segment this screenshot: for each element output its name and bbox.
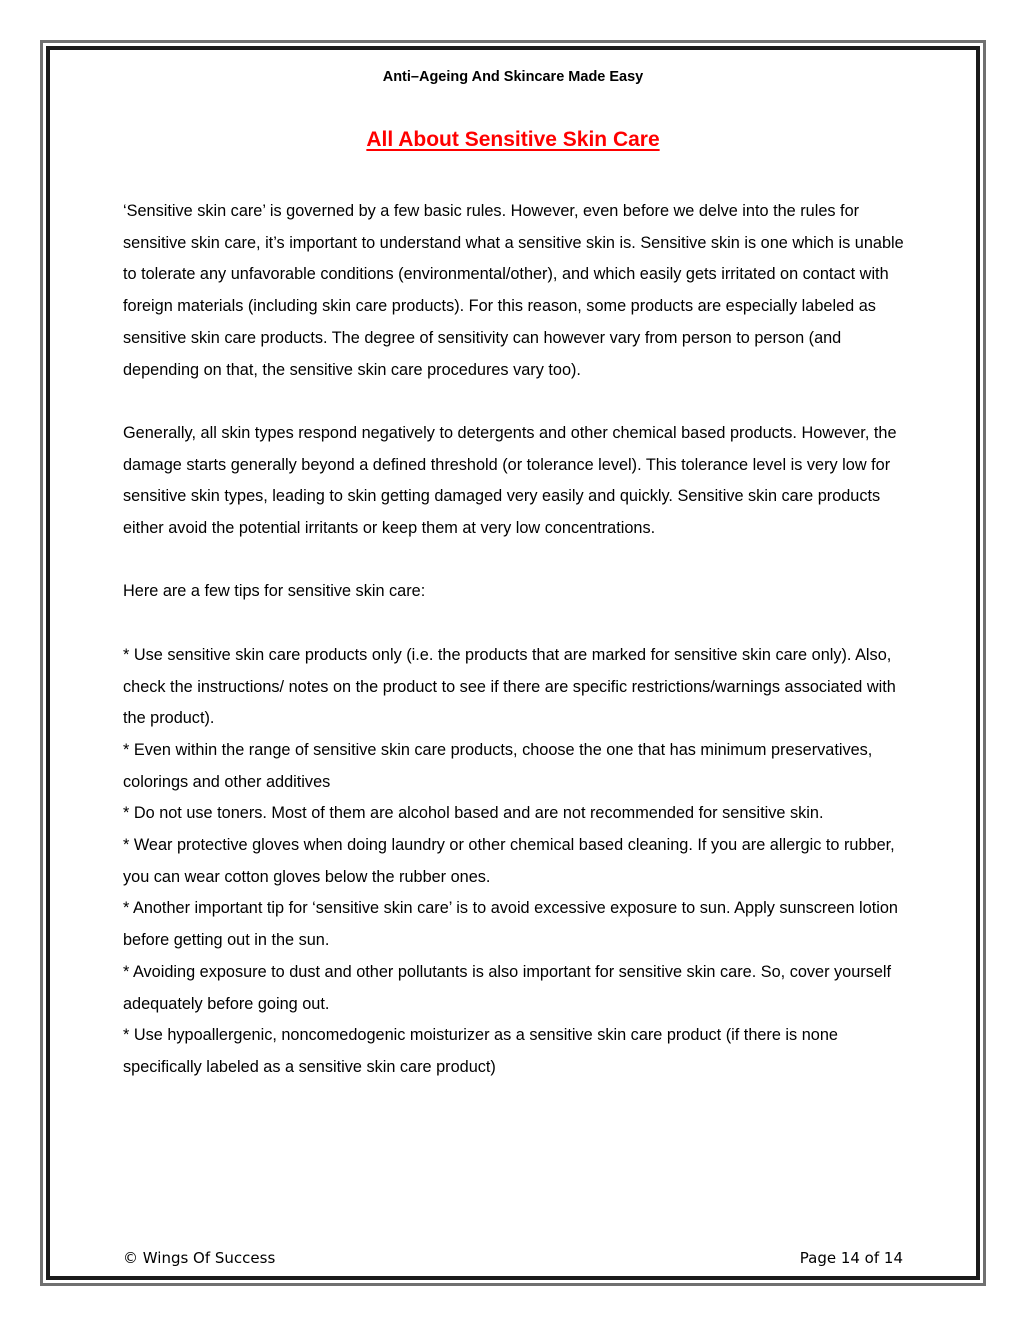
body-content — [123, 196, 913, 1084]
tip-item: * Use hypoallergenic, noncomedogenic moisturizer as a sensitive skin care product (if there is none specifically labeled as a sensitive skin care product) — [123, 1026, 838, 1076]
paragraph-spacer — [123, 608, 913, 640]
footer-page-number: Page 14 of 14 — [799, 1249, 903, 1267]
paragraph-tips-intro: Here are a few tips for sensitive skin care: — [123, 582, 426, 601]
paragraph-spacer — [123, 545, 913, 577]
tips-list — [123, 640, 913, 1084]
tip-item: * Wear protective gloves when doing laundry or other chemical based cleaning. If you are allergic to rubber, you can wear cotton gloves below the rubber ones. — [123, 836, 895, 886]
tip-item: * Even within the range of sensitive skin care products, choose the one that has minimum preservatives, colorings and other additives — [123, 740, 873, 791]
page-title: All About Sensitive Skin Care — [366, 128, 660, 151]
tip-item: * Do not use toners. Most of them are alcohol based and are not recommended for sensitive skin. — [123, 804, 824, 823]
paragraph-spacer — [123, 386, 913, 418]
tip-item: * Another important tip for ‘sensitive skin care’ is to avoid excessive exposure to sun. Apply sunscreen lotion before getting out in the sun. — [123, 899, 898, 950]
page-border-inner — [46, 46, 980, 1280]
running-header: Anti–Ageing And Skincare Made Easy — [382, 69, 644, 85]
paragraph-intro: ‘Sensitive skin care’ is governed by a few basic rules. However, even before we delve into the rules for sensitive skin care, it’s important to understand what a sensitive skin is. Sensitive skin is one which is unable to tolerate any unfavorable conditions (environmental/other), and which easily gets irritated on contact with foreign materials (including skin care products). For this reason, some products are especially labeled as sensitive skin care products. The degree of sensitivity can however vary from person to person (and depending on that, the sensitive skin care procedures vary too). — [123, 202, 904, 379]
paragraph-tolerance: Generally, all skin types respond negatively to detergents and other chemical based products. However, the damage starts generally beyond a defined threshold (or tolerance level). This tolerance level is very low for sensitive skin types, leading to skin getting damaged very easily and quickly. Sensitive skin care products either avoid the potential irritants or keep them at very low concentrations. — [123, 423, 897, 538]
tip-item: * Avoiding exposure to dust and other pollutants is also important for sensitive skin care. So, cover yourself adequately before going out. — [123, 962, 892, 1013]
page-border-outer — [40, 40, 986, 1286]
tip-item: * Use sensitive skin care products only (i.e. the products that are marked for sensitive skin care only). Also, check the instructions/ notes on the product to see if there are specific restrictions/warnings associated with the product). — [123, 645, 896, 728]
footer-copyright: © Wings Of Success — [123, 1249, 276, 1267]
